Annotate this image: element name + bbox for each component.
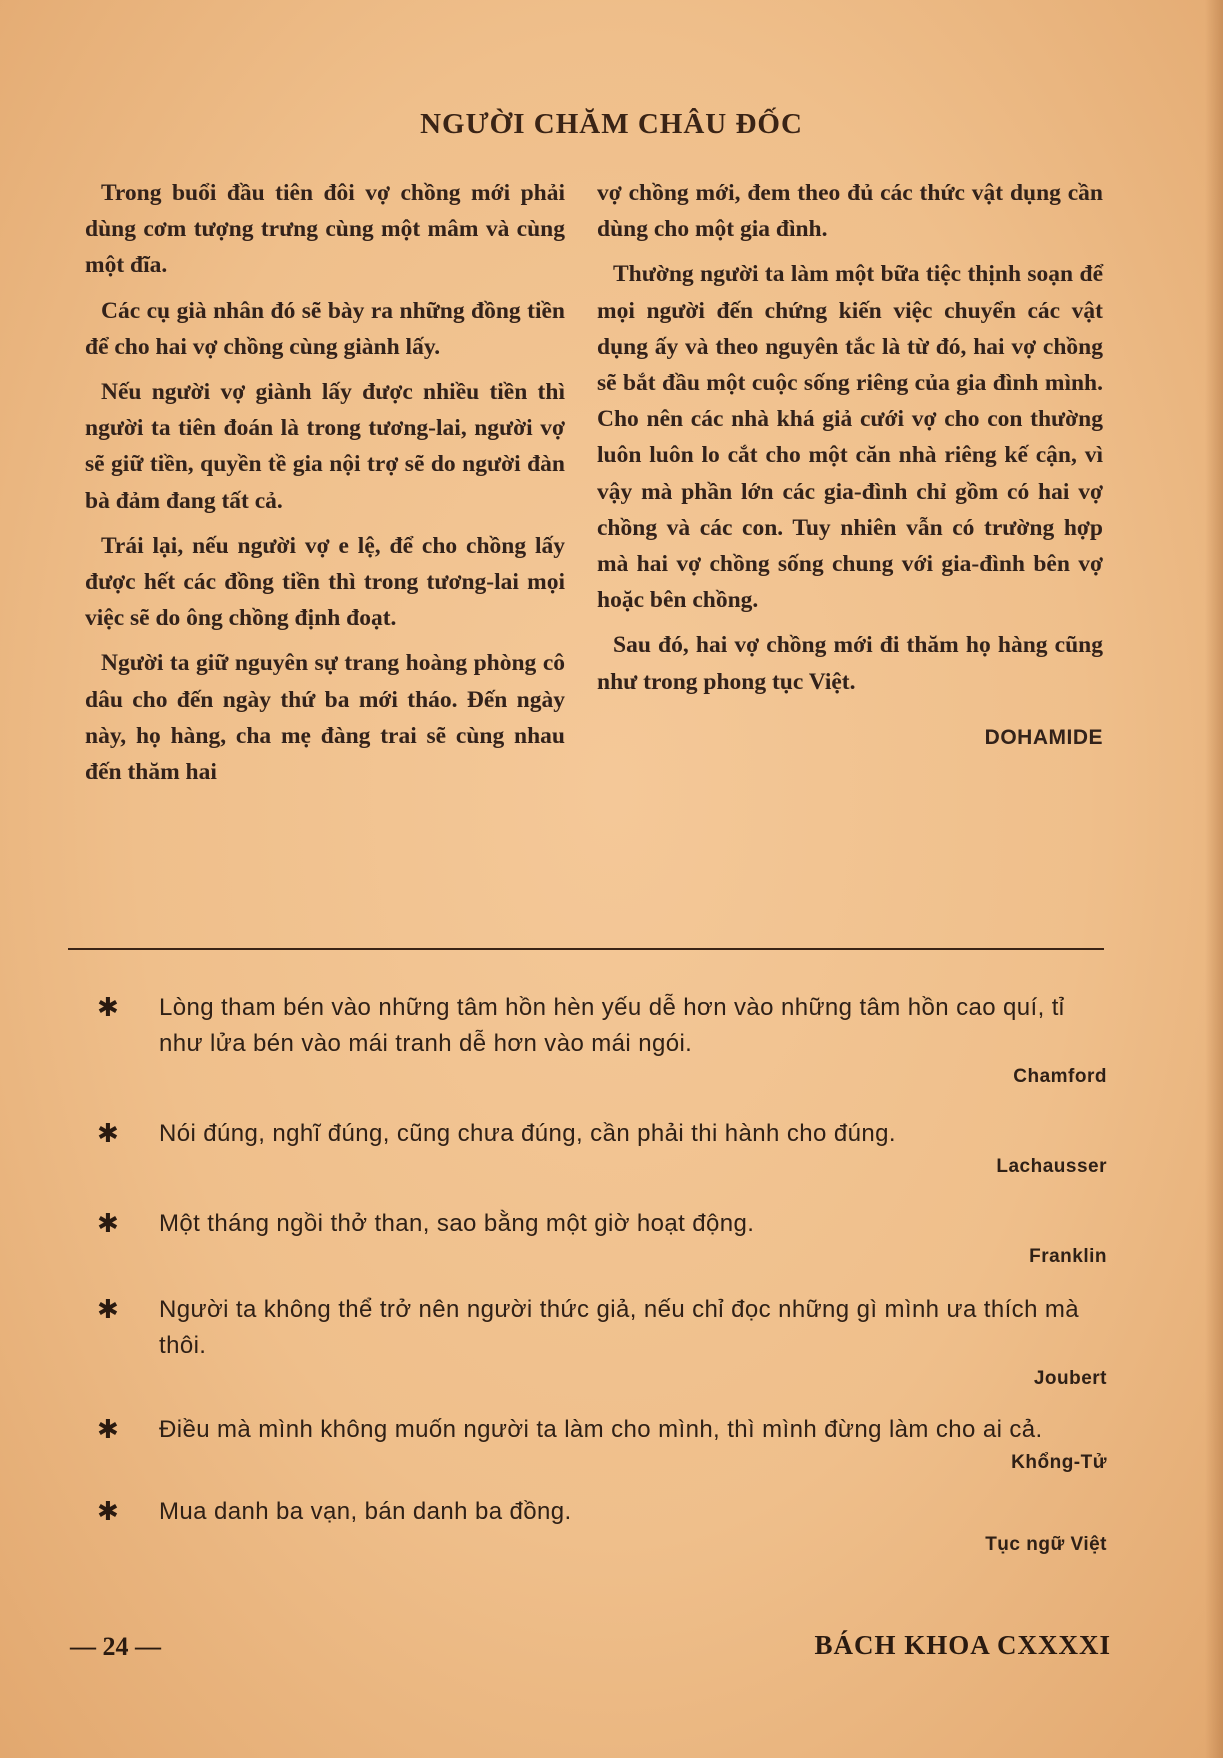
quote-text: Lòng tham bén vào những tâm hồn hèn yếu dễ hơn vào những tâm hồn cao quí, tỉ như lửa bén vào mái tranh dễ hơn vào mái ngói. (159, 994, 1065, 1057)
article-title: NGƯỜI CHĂM CHÂU ĐỐC (420, 108, 803, 140)
quote-author: Franklin (1029, 1246, 1107, 1267)
paragraph: Thường người ta làm một bữa tiệc thịnh soạn để mọi người đến chứng kiến việc chuyển các vật dụng ấy và theo nguyên tắc là từ đó, hai vợ chồng sẽ bắt đầu một cuộc sống riêng của gia đình mình. Cho nên các nhà khá giả cưới vợ cho con thường luôn luôn lo cắt cho một căn nhà riêng kế cận, vì vậy mà phần lớn các gia-đình chỉ gồm có hai vợ chồng và các con. Tuy nhiên vẫn có trường hợp mà hai vợ chồng sống chung với gia-đình bên vợ hoặc bên chồng. (597, 261, 1103, 614)
section-divider (68, 948, 1104, 950)
paragraph: Người ta giữ nguyên sự trang hoàng phòng cô dâu cho đến ngày thứ ba mới tháo. Đến ngày này, họ hàng, cha mẹ đàng trai sẽ cùng nhau đến thăm hai (85, 650, 565, 786)
paragraph: Sau đó, hai vợ chồng mới đi thăm họ hàng cũng như trong phong tục Việt. (597, 632, 1103, 695)
quote-author: Tục ngữ Việt (985, 1534, 1107, 1555)
page-number: — 24 — (70, 1632, 161, 1661)
quote-item (97, 1292, 1107, 1390)
quote-item (97, 990, 1107, 1088)
magazine-issue: BÁCH KHOA CXXXXI (814, 1630, 1111, 1660)
quote-item (97, 1206, 1107, 1268)
paragraph: Các cụ già nhân đó sẽ bày ra những đồng tiền để cho hai vợ chồng cùng giành lấy. (85, 297, 565, 360)
paragraph: Trong buổi đầu tiên đôi vợ chồng mới phải dùng cơm tượng trưng cùng một mâm và cùng một đĩa. (85, 180, 565, 279)
quote-item (97, 1116, 1107, 1178)
quote-text: Một tháng ngồi thở than, sao bằng một giờ hoạt động. (159, 1210, 755, 1237)
article-left-column (85, 175, 565, 799)
quote-item (97, 1412, 1107, 1474)
paragraph: Nếu người vợ giành lấy được nhiều tiền thì người ta tiên đoán là trong tương-lai, người vợ sẽ giữ tiền, quyền tề gia nội trợ sẽ do người đàn bà đảm đang tất cả. (85, 379, 565, 514)
article-right-column (597, 175, 1103, 756)
quote-author: Lachausser (996, 1156, 1107, 1177)
star-bullet-icon: ✱ (97, 1496, 119, 1526)
author-signature: DOHAMIDE (984, 725, 1103, 749)
quote-text: Nói đúng, nghĩ đúng, cũng chưa đúng, cần phải thi hành cho đúng. (159, 1120, 896, 1147)
paragraph: vợ chồng mới, đem theo đủ các thức vật dụng cần dùng cho một gia đình. (597, 180, 1103, 243)
quote-text: Mua danh ba vạn, bán danh ba đồng. (159, 1498, 572, 1525)
quote-author: Joubert (1033, 1368, 1107, 1389)
quote-text: Người ta không thể trở nên người thức giả, nếu chỉ đọc những gì mình ưa thích mà thôi. (159, 1296, 1080, 1359)
star-bullet-icon: ✱ (97, 992, 119, 1022)
paragraph: Trái lại, nếu người vợ e lệ, để cho chồng lấy được hết các đồng tiền thì trong tương-lai mọi việc sẽ do ông chồng định đoạt. (85, 532, 565, 632)
quote-item (97, 1494, 1107, 1556)
page-edge-shadow (1205, 0, 1223, 1758)
quote-text: Điều mà mình không muốn người ta làm cho mình, thì mình đừng làm cho ai cả. (159, 1416, 1043, 1443)
quotes-list (97, 990, 1107, 1556)
star-bullet-icon: ✱ (97, 1414, 119, 1444)
quote-author: Khổng-Tử (1011, 1452, 1107, 1473)
quote-author: Chamford (1013, 1066, 1107, 1087)
star-bullet-icon: ✱ (97, 1208, 119, 1238)
star-bullet-icon: ✱ (97, 1294, 119, 1324)
star-bullet-icon: ✱ (97, 1118, 119, 1148)
